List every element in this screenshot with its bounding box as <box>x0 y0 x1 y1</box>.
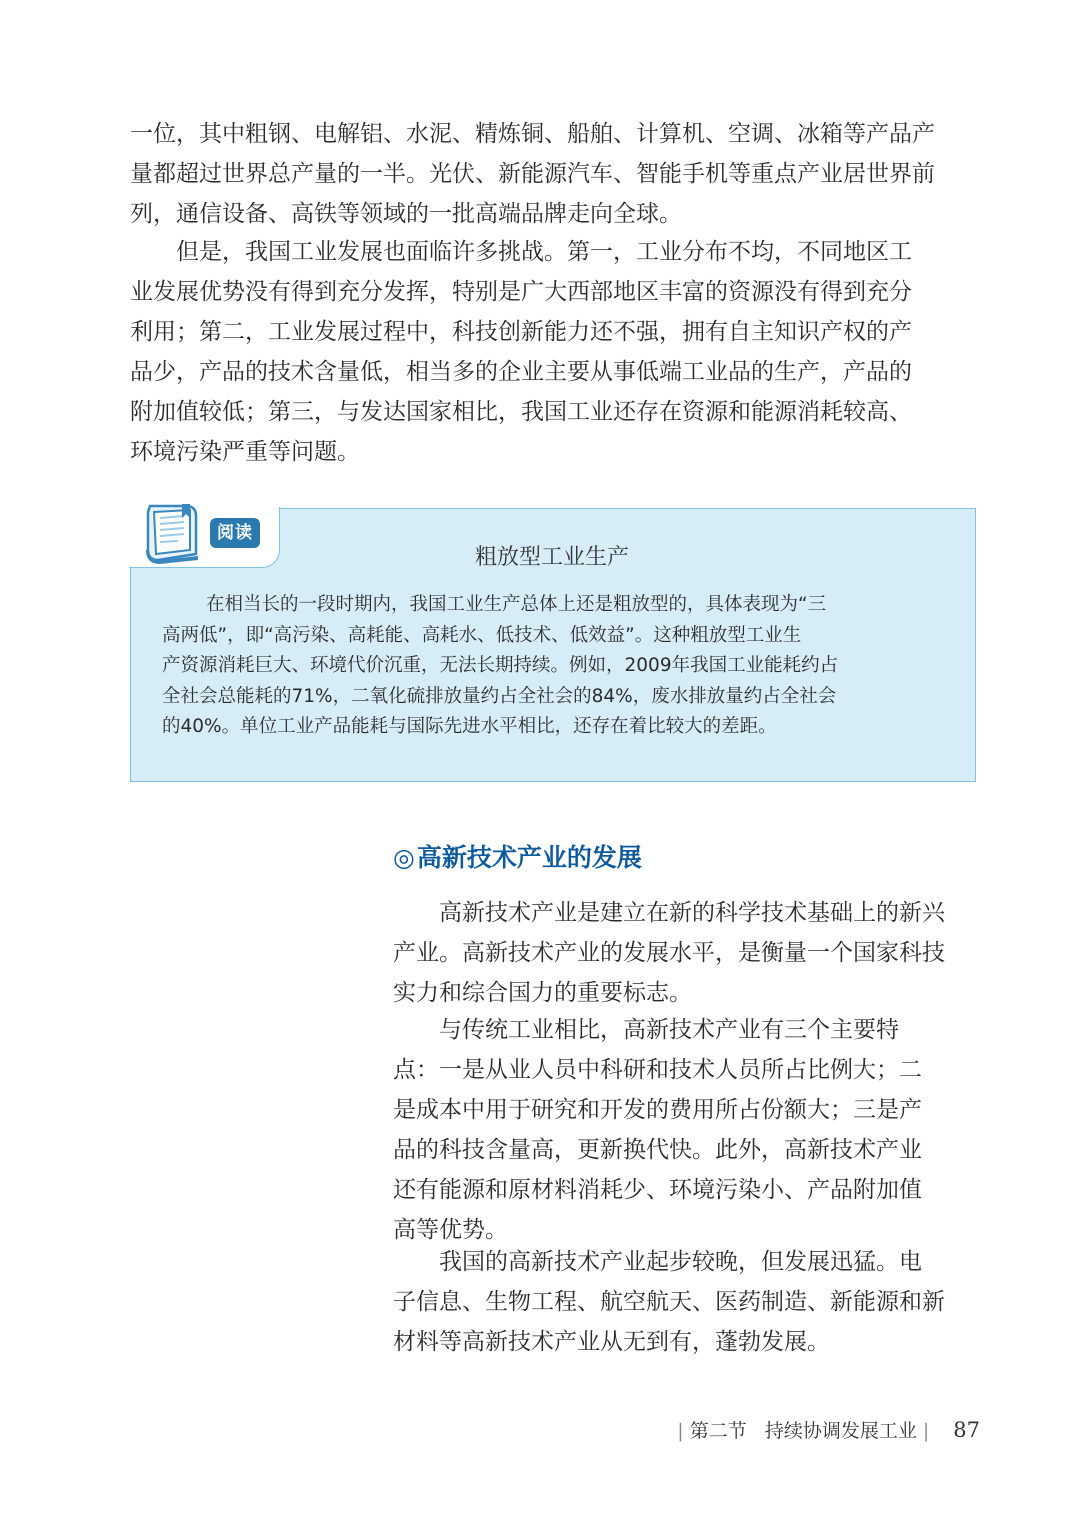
text-line: 子信息、生物工程、航空航天、医药制造、新能源和新 <box>393 1289 945 1315</box>
footer-divider: | <box>922 1420 930 1442</box>
text-line: 品少，产品的技术含量低，相当多的企业主要从事低端工业品的生产，产品的 <box>130 359 912 385</box>
text-line: 还有能源和原材料消耗少、环境污染小、产品附加值 <box>393 1177 922 1203</box>
page-number: 87 <box>953 1418 980 1442</box>
text-line: 的40%。单位工业产品能耗与国际先进水平相比，还存在着比较大的差距。 <box>162 716 777 737</box>
text-line: 高等优势。 <box>393 1217 508 1243</box>
paragraph-challenges <box>130 232 976 472</box>
text-line: 点：一是从业人员中科研和技术人员所占比例大；二 <box>393 1057 922 1083</box>
footer-chapter-title: 持续协调发展工业 <box>764 1420 917 1442</box>
text-line: 在相当长的一段时期内，我国工业生产总体上还是粗放型的，具体表现为“三 <box>206 594 827 615</box>
text-line: 一位，其中粗钢、电解铝、水泥、精炼铜、船舶、计算机、空调、冰箱等产品产 <box>130 121 935 147</box>
text-line: 高两低”，即“高污染、高耗能、高耗水、低技术、低效益”。这种粗放型工业生 <box>162 624 802 646</box>
text-line: 环境污染严重等问题。 <box>130 439 360 465</box>
paragraph-high-tech-features <box>393 1010 976 1250</box>
text-line: 全社会总能耗的71%，二氧化硫排放量约占全社会的84%，废水排放量约占全社会 <box>162 685 837 707</box>
paragraph-high-tech-china <box>393 1242 976 1362</box>
text-line: 附加值较低；第三，与发达国家相比，我国工业还存在资源和能源消耗较高、 <box>130 399 912 425</box>
text-line: 列，通信设备、高铁等领域的一批高端品牌走向全球。 <box>130 201 682 227</box>
text-line: 产资源消耗巨大、环境代价沉重，无法长期持续。例如，2009年我国工业能耗约占 <box>162 655 839 676</box>
footer-section-label: 第二节 <box>689 1420 747 1442</box>
reading-box-title: 粗放型工业生产 <box>474 545 629 570</box>
section-heading-text: 高新技术产业的发展 <box>416 843 642 872</box>
text-line: 我国的高新技术产业起步较晚，但发展迅猛。电 <box>439 1249 922 1275</box>
reading-badge: 阅读 <box>210 518 260 548</box>
text-line: 是成本中用于研究和开发的费用所占份额大；三是产 <box>393 1097 922 1123</box>
text-line: 业发展优势没有得到充分发挥，特别是广大西部地区丰富的资源没有得到充分 <box>130 279 912 305</box>
text-line: 高新技术产业是建立在新的科学技术基础上的新兴 <box>439 900 945 926</box>
text-line: 量都超过世界总产量的一半。光伏、新能源汽车、智能手机等重点产业居世界前 <box>130 161 935 187</box>
footer-divider: | <box>677 1420 684 1442</box>
text-line: 与传统工业相比，高新技术产业有三个主要特 <box>439 1017 899 1043</box>
page-footer <box>671 1415 980 1446</box>
text-line: 品的科技含量高，更新换代快。此外，高新技术产业 <box>393 1137 922 1163</box>
section-mark: ◎ <box>393 843 415 872</box>
section-heading <box>393 840 642 876</box>
paragraph-high-tech-definition <box>393 893 976 1013</box>
text-line: 材料等高新技术产业从无到有，蓬勃发展。 <box>393 1329 830 1355</box>
paragraph-intro-continued <box>130 114 976 234</box>
text-line: 实力和综合国力的重要标志。 <box>393 980 692 1006</box>
text-line: 但是，我国工业发展也面临许多挑战。第一，工业分布不均，不同地区工 <box>176 239 912 265</box>
text-line: 产业。高新技术产业的发展水平，是衡量一个国家科技 <box>393 940 945 966</box>
text-line: 利用；第二，工业发展过程中，科技创新能力还不强，拥有自主知识产权的产 <box>130 319 912 345</box>
reading-box-text <box>162 590 948 743</box>
